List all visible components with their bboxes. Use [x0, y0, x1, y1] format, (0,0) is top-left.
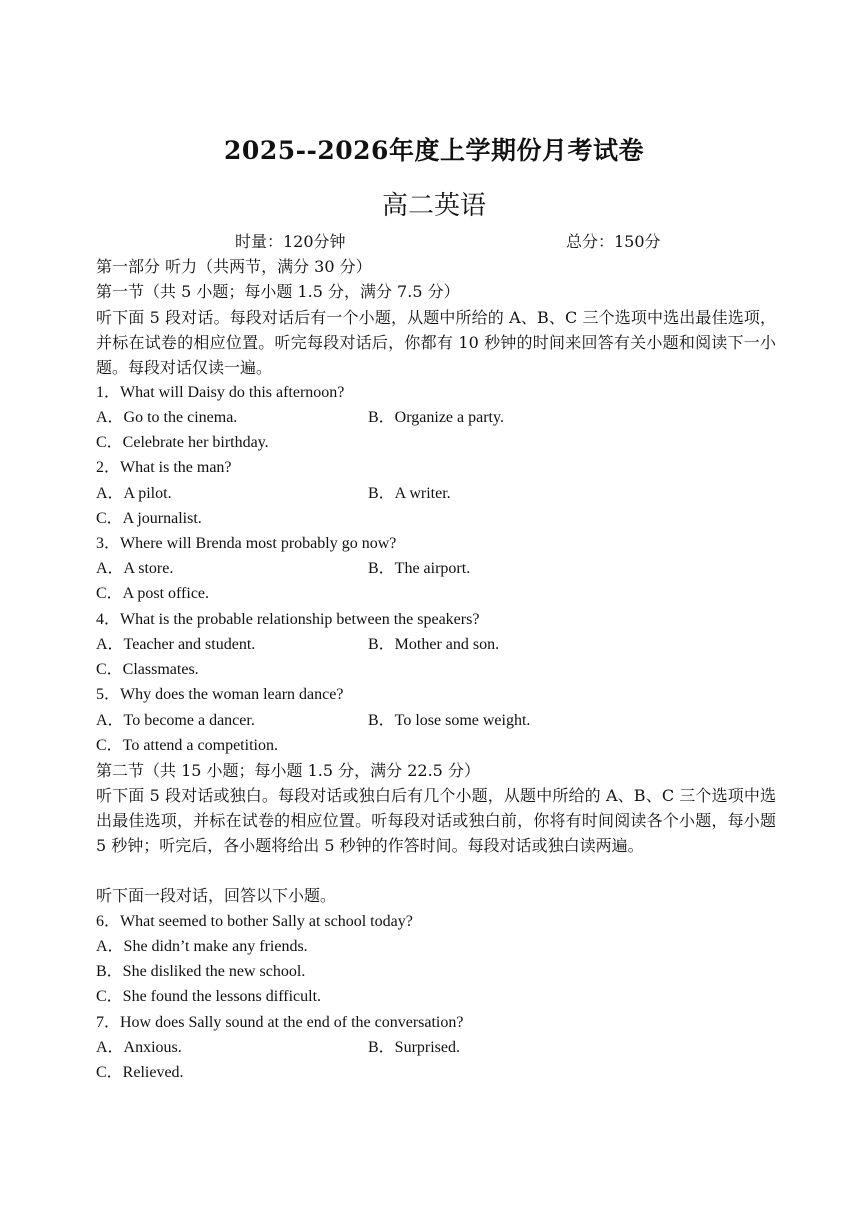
question-3-option-a: A．A store. [96, 560, 174, 577]
question-7-option-a: A．Anxious. [96, 1039, 182, 1056]
exam-title: 2025--2026年度上学期份月考试卷 [224, 136, 644, 165]
question-5-option-b: B．To lose some weight. [368, 712, 531, 729]
question-5-option-a: A．To become a dancer. [96, 712, 255, 729]
question-6-option-c: C．She found the lessons difficult. [96, 988, 322, 1005]
section1-instructions: 听下面 5 段对话。每段对话后有一个小题，从题中所给的 A、B、C 三个选项中选出最佳选项，并标在试卷的相应位置。听完每段对话后，你都有 10 秒钟的时间来回答有关小题和阅读下一小题。每段对话仅读一遍。 [96, 308, 776, 378]
question-7-stem: 7．How does Sally sound at the end of the conversation? [96, 1014, 464, 1031]
section2-instructions: 听下面 5 段对话或独白。每段对话或独白后有几个小题，从题中所给的 A、B、C 三个选项中选出最佳选项，并标在试卷的相应位置。听每段对话或独白前，你将有时间阅读各个小题，每小题 5 秒钟；听完后，各小题将给出 5 秒钟的作答时间。每段对话或独白读两遍。 [96, 786, 776, 856]
part1-heading: 第一部分 听力（共两节，满分 30 分） [96, 257, 372, 276]
question-4-stem: 4．What is the probable relationship between the speakers? [96, 611, 480, 628]
question-2-option-b: B．A writer. [368, 485, 451, 502]
question-4-option-b: B．Mother and son. [368, 636, 500, 653]
question-1-option-b: B．Organize a party. [368, 409, 504, 426]
question-6-option-b: B．She disliked the new school. [96, 963, 306, 980]
dialogue-intro: 听下面一段对话，回答以下小题。 [96, 886, 337, 905]
question-3-option-c: C．A post office. [96, 585, 210, 602]
question-4-option-c: C．Classmates. [96, 661, 199, 678]
question-7-option-b: B．Surprised. [368, 1039, 461, 1056]
question-6-stem: 6．What seemed to bother Sally at school today? [96, 913, 413, 930]
question-3-option-b: B．The airport. [368, 560, 471, 577]
exam-total-score: 总分：150分 [566, 232, 661, 251]
question-5-stem: 5．Why does the woman learn dance? [96, 686, 344, 703]
question-2-option-a: A．A pilot. [96, 485, 172, 502]
exam-subject: 高二英语 [381, 191, 486, 221]
question-1-option-c: C．Celebrate her birthday. [96, 434, 269, 451]
question-1-option-a: A．Go to the cinema. [96, 409, 238, 426]
question-3-stem: 3．Where will Brenda most probably go now? [96, 535, 397, 552]
question-5-option-c: C．To attend a competition. [96, 737, 278, 754]
section2-heading: 第二节（共 15 小题；每小题 1.5 分，满分 22.5 分） [96, 761, 480, 780]
question-1-stem: 1．What will Daisy do this afternoon? [96, 384, 345, 401]
section1-heading: 第一节（共 5 小题；每小题 1.5 分，满分 7.5 分） [96, 282, 460, 301]
question-7-option-c: C．Relieved. [96, 1064, 184, 1081]
question-2-option-c: C．A journalist. [96, 510, 202, 527]
question-6-option-a: A．She didn’t make any friends. [96, 938, 308, 955]
question-2-stem: 2．What is the man? [96, 459, 232, 476]
question-4-option-a: A．Teacher and student. [96, 636, 256, 653]
exam-duration: 时量：120分钟 [235, 232, 346, 251]
